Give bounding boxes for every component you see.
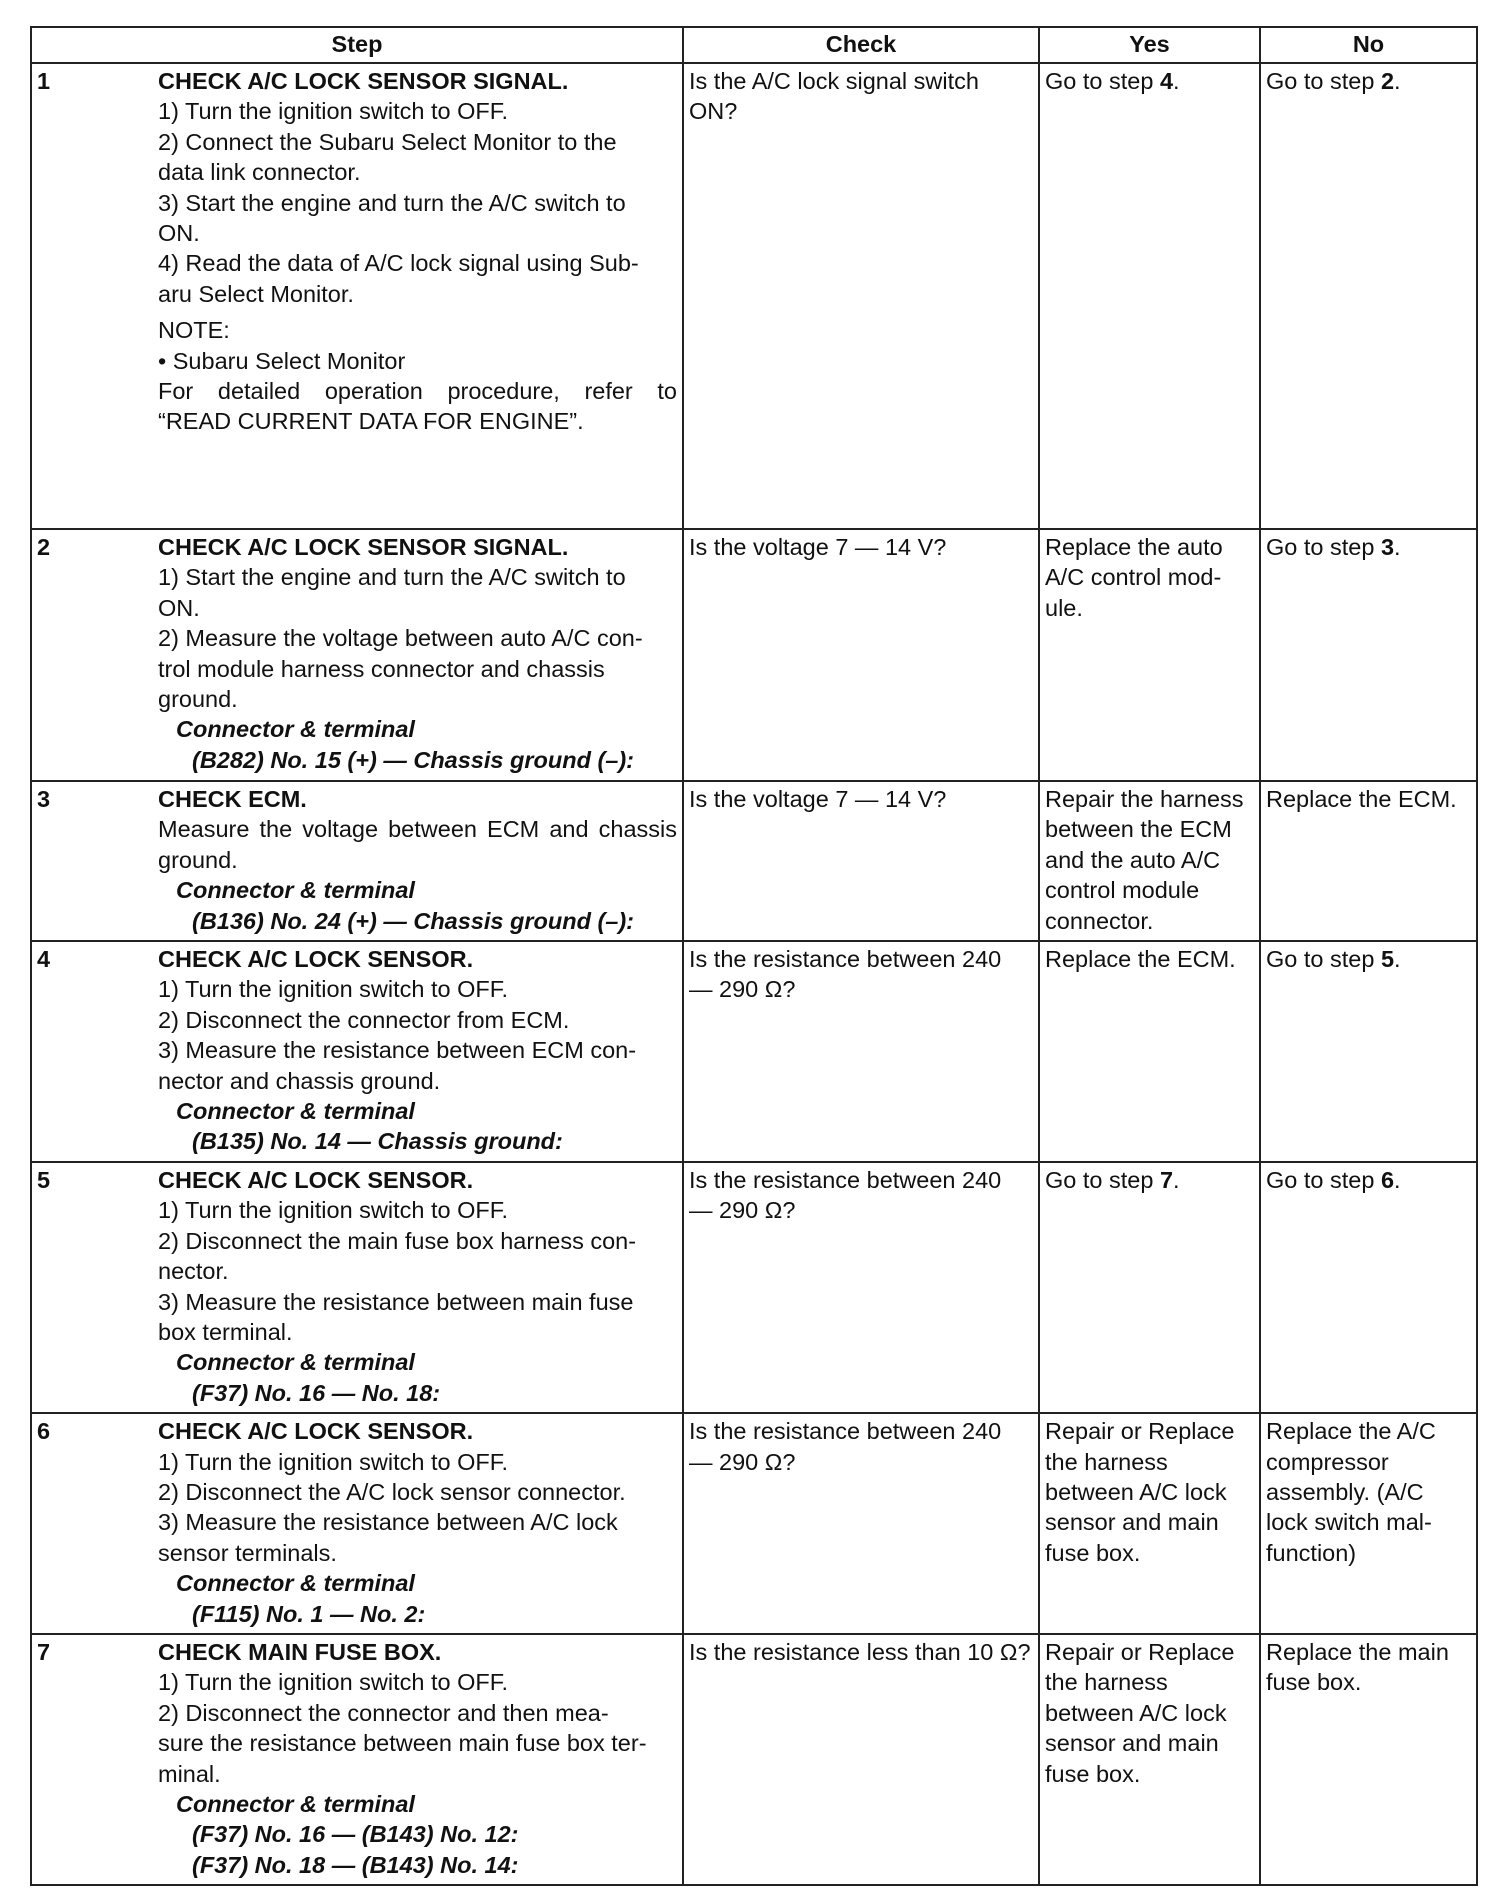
no-step-ref: 2 bbox=[1380, 68, 1395, 94]
step-line: trol module harness connector and chassis bbox=[158, 655, 605, 682]
yes-cell bbox=[1039, 941, 1260, 1162]
yes-cell bbox=[1039, 63, 1260, 529]
connector-terminal: (B136) No. 24 (+) — Chassis ground (–): bbox=[192, 907, 635, 934]
table-row bbox=[31, 941, 1477, 1162]
yes-step-ref: 7 bbox=[1159, 1166, 1174, 1193]
step-line: 2) Disconnect the connector and then mea- bbox=[158, 1699, 609, 1726]
no-line: fuse box. bbox=[1266, 1669, 1362, 1696]
step-number: 6 bbox=[31, 1413, 153, 1634]
check-line: Is the A/C lock signal switch bbox=[689, 68, 979, 94]
yes-cell bbox=[1039, 529, 1260, 781]
no-cell bbox=[1260, 941, 1477, 1162]
step-line: 2) Disconnect the A/C lock sensor connector. bbox=[158, 1478, 626, 1505]
no-step-ref: 5 bbox=[1380, 946, 1395, 973]
step-line: nector. bbox=[158, 1258, 229, 1285]
no-text: Go to step bbox=[1266, 1166, 1381, 1193]
step-line: nector and chassis ground. bbox=[158, 1067, 441, 1094]
step-line: 1) Turn the ignition switch to OFF. bbox=[158, 1669, 509, 1696]
step-line: 1) Turn the ignition switch to OFF. bbox=[158, 976, 509, 1003]
check-line: Is the resistance between 240 bbox=[689, 1418, 1002, 1445]
step-line: 1) Turn the ignition switch to OFF. bbox=[158, 98, 509, 125]
step-description bbox=[153, 63, 683, 529]
yes-line: fuse box. bbox=[1045, 1760, 1141, 1787]
no-text-suffix: . bbox=[1394, 68, 1401, 94]
no-cell bbox=[1260, 781, 1477, 941]
no-line: Replace the A/C bbox=[1266, 1418, 1436, 1445]
check-line: ON? bbox=[689, 98, 738, 125]
check-line: — 290 Ω? bbox=[689, 1448, 796, 1475]
header-step: Step bbox=[31, 27, 683, 63]
yes-step-ref: 4 bbox=[1159, 68, 1174, 94]
header-check: Check bbox=[683, 27, 1039, 63]
step-number: 1 bbox=[31, 63, 153, 529]
check-cell bbox=[683, 1634, 1039, 1885]
check-line: Is the voltage 7 — 14 V? bbox=[689, 786, 947, 812]
step-description bbox=[153, 1162, 683, 1413]
no-text: Go to step bbox=[1266, 946, 1381, 973]
yes-cell bbox=[1039, 1162, 1260, 1413]
no-cell bbox=[1260, 1634, 1477, 1885]
step-line: 2) Disconnect the connector from ECM. bbox=[158, 1006, 570, 1033]
check-cell bbox=[683, 63, 1039, 529]
check-line: Is the voltage 7 — 14 V? bbox=[689, 534, 947, 560]
step-title: CHECK A/C LOCK SENSOR SIGNAL. bbox=[158, 68, 569, 94]
step-title: CHECK A/C LOCK SENSOR. bbox=[158, 1166, 474, 1193]
no-text: Go to step bbox=[1266, 534, 1381, 560]
yes-text-suffix: . bbox=[1173, 68, 1180, 94]
yes-text: Go to step bbox=[1045, 68, 1160, 94]
note-text: For detailed operation procedure, refer to bbox=[158, 378, 677, 405]
yes-line: Replace the ECM. bbox=[1045, 946, 1236, 973]
yes-line: fuse box. bbox=[1045, 1539, 1141, 1566]
step-number: 3 bbox=[31, 781, 153, 941]
connector-heading: Connector & terminal bbox=[176, 1349, 415, 1376]
no-cell bbox=[1260, 63, 1477, 529]
connector-terminal: (F37) No. 16 — (B143) No. 12: bbox=[192, 1821, 519, 1848]
note-text: “READ CURRENT DATA FOR ENGINE”. bbox=[158, 408, 584, 435]
step-line: sure the resistance between main fuse box ter- bbox=[158, 1730, 647, 1757]
step-title: CHECK ECM. bbox=[158, 786, 307, 812]
step-description bbox=[153, 941, 683, 1162]
check-line: — 290 Ω? bbox=[689, 1197, 796, 1224]
step-title: CHECK A/C LOCK SENSOR SIGNAL. bbox=[158, 534, 569, 560]
no-text-suffix: . bbox=[1394, 1166, 1401, 1193]
connector-terminal: (F37) No. 16 — No. 18: bbox=[192, 1379, 441, 1406]
check-cell bbox=[683, 529, 1039, 781]
step-line: 2) Measure the voltage between auto A/C con- bbox=[158, 625, 643, 652]
step-number: 5 bbox=[31, 1162, 153, 1413]
connector-terminal: (B135) No. 14 — Chassis ground: bbox=[192, 1128, 563, 1155]
step-number: 7 bbox=[31, 1634, 153, 1885]
yes-line: the harness bbox=[1045, 1448, 1168, 1475]
step-line: 3) Measure the resistance between ECM con- bbox=[158, 1037, 637, 1064]
no-text-suffix: . bbox=[1394, 946, 1401, 973]
no-cell bbox=[1260, 529, 1477, 781]
step-line: 2) Connect the Subaru Select Monitor to the bbox=[158, 128, 617, 155]
check-line: Is the resistance between 240 bbox=[689, 946, 1002, 973]
yes-line: sensor and main bbox=[1045, 1509, 1219, 1536]
step-line: 3) Start the engine and turn the A/C switch to bbox=[158, 189, 626, 216]
step-line: 1) Turn the ignition switch to OFF. bbox=[158, 1448, 509, 1475]
step-line: Measure the voltage between ECM and chassis bbox=[158, 816, 677, 843]
diagnostic-table bbox=[30, 26, 1478, 1886]
step-line: minal. bbox=[158, 1760, 221, 1787]
no-cell bbox=[1260, 1413, 1477, 1634]
step-line: ON. bbox=[158, 594, 200, 621]
check-cell bbox=[683, 1162, 1039, 1413]
table-row bbox=[31, 1634, 1477, 1885]
step-line: aru Select Monitor. bbox=[158, 280, 354, 307]
yes-line: sensor and main bbox=[1045, 1730, 1219, 1757]
step-line: 4) Read the data of A/C lock signal using Sub- bbox=[158, 250, 639, 277]
note-label: NOTE: bbox=[158, 317, 230, 344]
yes-line: Repair or Replace bbox=[1045, 1638, 1235, 1665]
no-step-ref: 3 bbox=[1380, 534, 1395, 560]
no-line: assembly. (A/C bbox=[1266, 1478, 1424, 1505]
yes-line: Repair or Replace bbox=[1045, 1418, 1235, 1445]
table-row bbox=[31, 529, 1477, 781]
header-no: No bbox=[1260, 27, 1477, 63]
step-line: ground. bbox=[158, 686, 238, 713]
check-line: — 290 Ω? bbox=[689, 976, 796, 1003]
yes-cell bbox=[1039, 1634, 1260, 1885]
no-text: Go to step bbox=[1266, 68, 1381, 94]
no-cell bbox=[1260, 1162, 1477, 1413]
table-row bbox=[31, 1413, 1477, 1634]
yes-line: Repair the harness bbox=[1045, 786, 1244, 812]
no-line: Replace the ECM. bbox=[1266, 786, 1457, 812]
yes-line: A/C control mod- bbox=[1045, 564, 1222, 591]
step-line: 3) Measure the resistance between main fuse bbox=[158, 1288, 634, 1315]
table-row bbox=[31, 1162, 1477, 1413]
yes-line: control module bbox=[1045, 877, 1200, 904]
step-line: 3) Measure the resistance between A/C lock bbox=[158, 1509, 618, 1536]
yes-line: ule. bbox=[1045, 594, 1083, 621]
step-line: data link connector. bbox=[158, 159, 361, 186]
no-line: lock switch mal- bbox=[1266, 1509, 1432, 1536]
table-row bbox=[31, 63, 1477, 529]
no-line: Replace the main bbox=[1266, 1638, 1449, 1665]
connector-terminal: (B282) No. 15 (+) — Chassis ground (–): bbox=[192, 746, 635, 773]
connector-terminal: (F37) No. 18 — (B143) No. 14: bbox=[192, 1851, 519, 1878]
step-number: 4 bbox=[31, 941, 153, 1162]
step-line: sensor terminals. bbox=[158, 1539, 337, 1566]
yes-line: between the ECM bbox=[1045, 816, 1232, 843]
note-bullet: • Subaru Select Monitor bbox=[158, 347, 406, 374]
yes-text-suffix: . bbox=[1173, 1166, 1180, 1193]
connector-heading: Connector & terminal bbox=[176, 1098, 415, 1125]
yes-line: and the auto A/C bbox=[1045, 846, 1221, 873]
step-line: 2) Disconnect the main fuse box harness con- bbox=[158, 1227, 637, 1254]
no-line: compressor bbox=[1266, 1448, 1389, 1475]
step-line: 1) Start the engine and turn the A/C switch to bbox=[158, 564, 626, 591]
check-line: Is the resistance less than 10 Ω? bbox=[689, 1638, 1031, 1665]
yes-text: Go to step bbox=[1045, 1166, 1160, 1193]
yes-cell bbox=[1039, 1413, 1260, 1634]
step-title: CHECK A/C LOCK SENSOR. bbox=[158, 946, 474, 973]
step-line: 1) Turn the ignition switch to OFF. bbox=[158, 1197, 509, 1224]
connector-heading: Connector & terminal bbox=[176, 877, 415, 904]
check-cell bbox=[683, 1413, 1039, 1634]
yes-line: between A/C lock bbox=[1045, 1478, 1227, 1505]
step-title: CHECK MAIN FUSE BOX. bbox=[158, 1638, 442, 1665]
diagnostic-procedure-page bbox=[30, 26, 1476, 1886]
no-text-suffix: . bbox=[1394, 534, 1401, 560]
step-description bbox=[153, 529, 683, 781]
check-line: Is the resistance between 240 bbox=[689, 1166, 1002, 1193]
check-cell bbox=[683, 941, 1039, 1162]
step-line: box terminal. bbox=[158, 1318, 293, 1345]
table-row bbox=[31, 781, 1477, 941]
table-header-row bbox=[31, 27, 1477, 63]
yes-line: Replace the auto bbox=[1045, 534, 1223, 560]
connector-heading: Connector & terminal bbox=[176, 716, 415, 743]
step-line: ground. bbox=[158, 846, 238, 873]
step-line: ON. bbox=[158, 220, 200, 247]
no-step-ref: 6 bbox=[1380, 1166, 1395, 1193]
step-number: 2 bbox=[31, 529, 153, 781]
yes-cell bbox=[1039, 781, 1260, 941]
step-title: CHECK A/C LOCK SENSOR. bbox=[158, 1418, 474, 1445]
step-description bbox=[153, 1413, 683, 1634]
yes-line: between A/C lock bbox=[1045, 1699, 1227, 1726]
check-cell bbox=[683, 781, 1039, 941]
yes-line: the harness bbox=[1045, 1669, 1168, 1696]
header-yes: Yes bbox=[1039, 27, 1260, 63]
connector-heading: Connector & terminal bbox=[176, 1791, 415, 1817]
step-description bbox=[153, 781, 683, 941]
no-line: function) bbox=[1266, 1539, 1357, 1566]
connector-terminal: (F115) No. 1 — No. 2: bbox=[192, 1600, 426, 1627]
yes-line: connector. bbox=[1045, 907, 1154, 934]
step-description bbox=[153, 1634, 683, 1885]
connector-heading: Connector & terminal bbox=[176, 1570, 415, 1597]
